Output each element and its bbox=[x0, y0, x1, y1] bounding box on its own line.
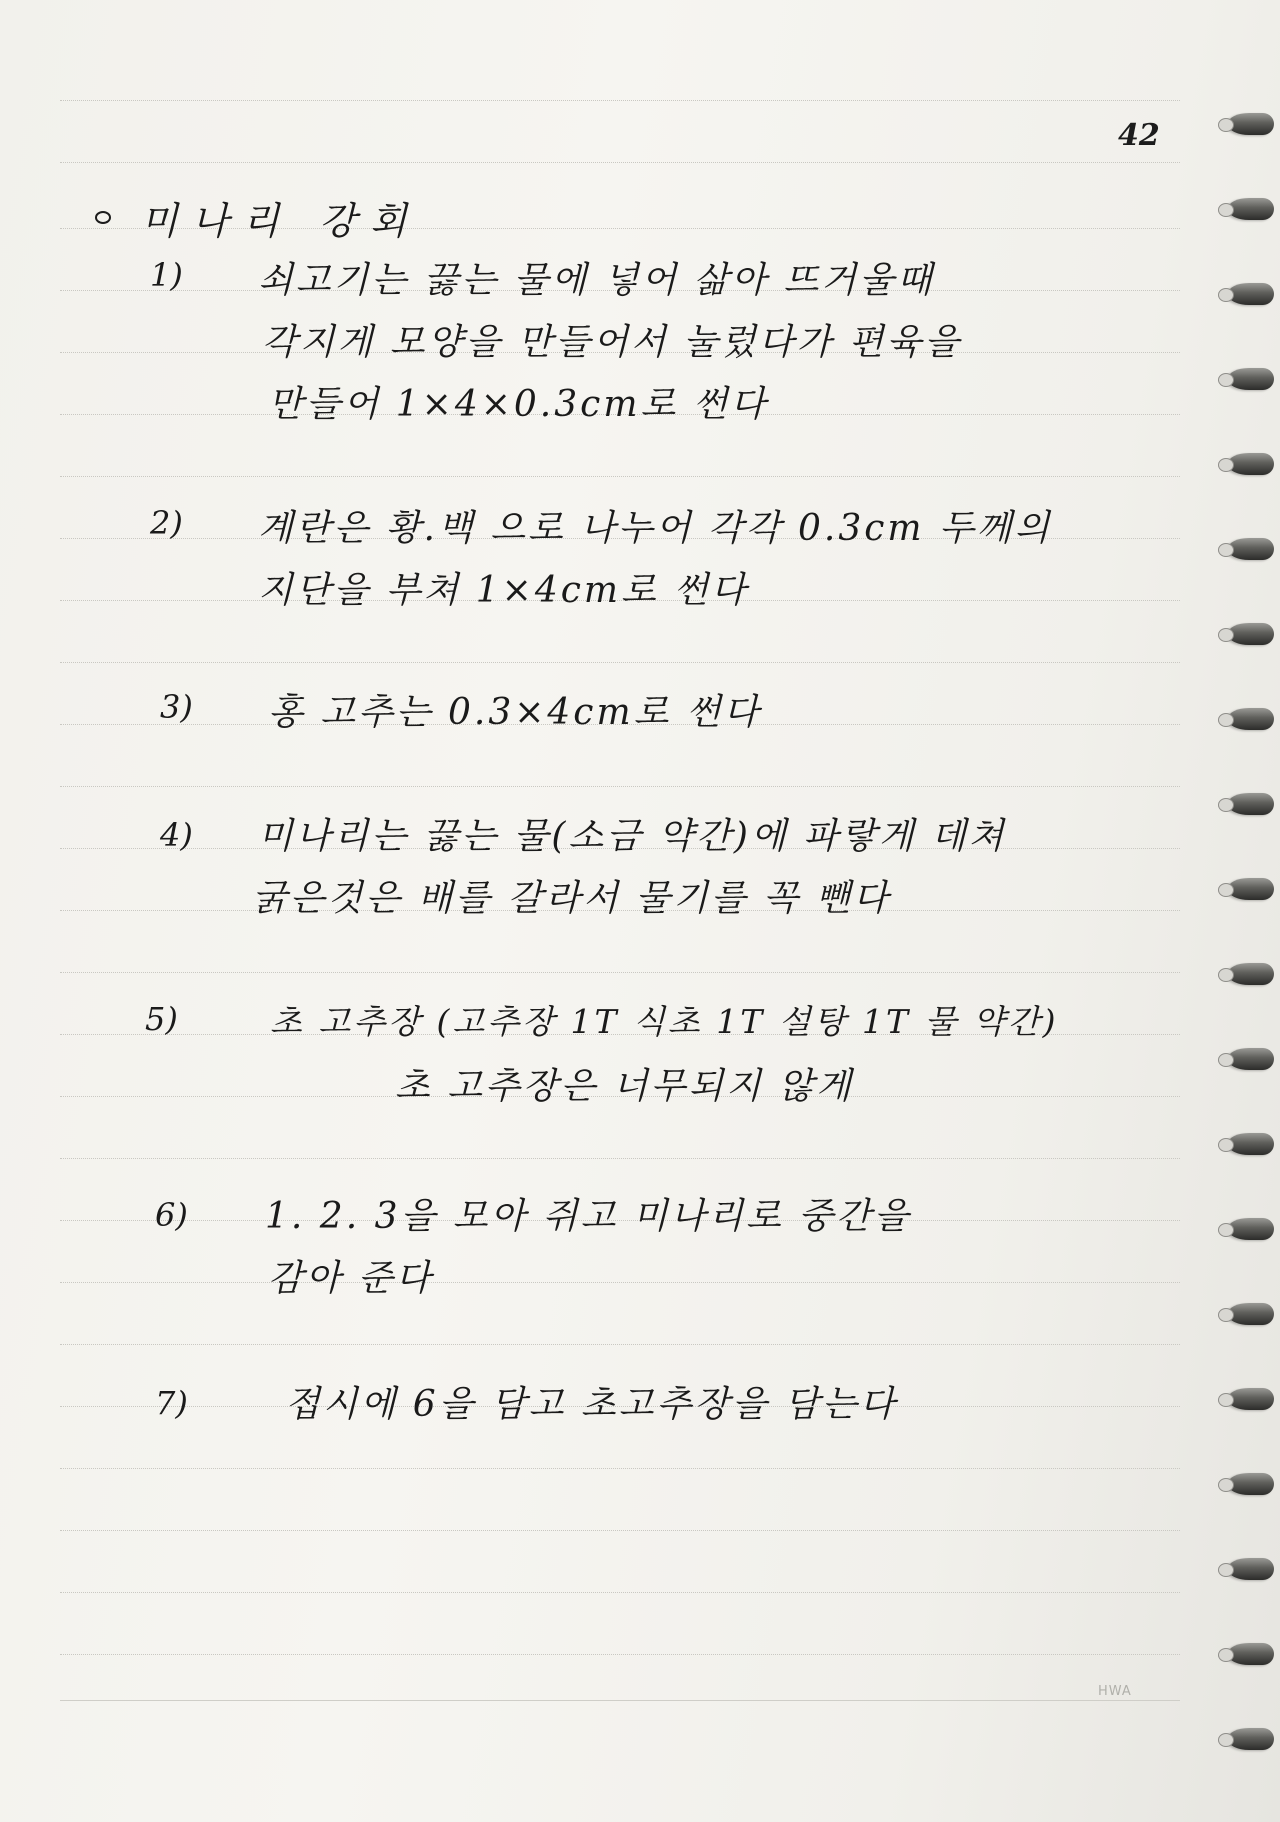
ruled-line bbox=[60, 1654, 1180, 1655]
step-number: 6) bbox=[155, 1196, 188, 1234]
spiral-ring-icon bbox=[1228, 1133, 1274, 1155]
step-line: 초 고추장은 너무되지 않게 bbox=[395, 1066, 854, 1107]
ruled-line bbox=[60, 1592, 1180, 1593]
ruled-line bbox=[60, 1282, 1180, 1283]
step-number: 4) bbox=[160, 816, 193, 854]
spiral-ring-icon bbox=[1228, 1473, 1274, 1495]
spiral-ring-icon bbox=[1228, 1558, 1274, 1580]
step-line: 굵은것은 배를 갈라서 물기를 꼭 뺀다 bbox=[252, 878, 891, 919]
spiral-ring-icon bbox=[1228, 283, 1274, 305]
ruled-line bbox=[60, 476, 1180, 477]
step-number: 2) bbox=[150, 504, 183, 542]
bottom-rule bbox=[60, 1700, 1180, 1701]
step-line: 홍 고추는 0.3×4cm로 썬다 bbox=[268, 692, 762, 733]
ruled-line bbox=[60, 1468, 1180, 1469]
ruled-line bbox=[60, 1530, 1180, 1531]
step-line: 각지게 모양을 만들어서 눌렀다가 편육을 bbox=[262, 322, 962, 363]
spiral-ring-icon bbox=[1228, 963, 1274, 985]
step-line: 지단을 부쳐 1×4cm로 썬다 bbox=[258, 570, 749, 611]
recipe-title: 미나리 강회 bbox=[141, 199, 421, 243]
step-line: 계란은 황.백 으로 나누어 각각 0.3cm 두께의 bbox=[258, 508, 1053, 549]
spiral-ring-icon bbox=[1228, 623, 1274, 645]
bullet-circle-icon bbox=[95, 211, 111, 224]
ruled-line bbox=[60, 162, 1180, 163]
step-line: 감아 준다 bbox=[268, 1258, 434, 1299]
ruled-line bbox=[60, 972, 1180, 973]
page-number: 42 bbox=[1118, 118, 1160, 153]
step-line: 1. 2. 3을 모아 쥐고 미나리로 중간을 bbox=[265, 1196, 912, 1237]
ruled-line bbox=[60, 100, 1180, 101]
ruled-line bbox=[60, 1158, 1180, 1159]
spiral-ring-icon bbox=[1228, 198, 1274, 220]
recipe-heading bbox=[95, 190, 421, 245]
step-line: 접시에 6을 담고 초고추장을 담는다 bbox=[285, 1384, 898, 1425]
spiral-ring-icon bbox=[1228, 113, 1274, 135]
step-number: 5) bbox=[145, 1000, 178, 1038]
spiral-ring-icon bbox=[1228, 793, 1274, 815]
spiral-ring-icon bbox=[1228, 1388, 1274, 1410]
ruled-line bbox=[60, 1344, 1180, 1345]
spiral-ring-icon bbox=[1228, 1643, 1274, 1665]
spiral-ring-icon bbox=[1228, 1303, 1274, 1325]
step-number: 7) bbox=[155, 1384, 188, 1422]
step-line: 쇠고기는 끓는 물에 넣어 삶아 뜨거울때 bbox=[258, 260, 935, 301]
step-number: 1) bbox=[150, 256, 183, 294]
spiral-ring-icon bbox=[1228, 708, 1274, 730]
spiral-ring-icon bbox=[1228, 1218, 1274, 1240]
brand-mark: HWA bbox=[1098, 1684, 1132, 1699]
step-line: 만들어 1×4×0.3cm로 썬다 bbox=[268, 384, 769, 425]
step-line: 미나리는 끓는 물(소금 약간)에 파랗게 데쳐 bbox=[258, 816, 1007, 857]
spiral-ring-icon bbox=[1228, 1048, 1274, 1070]
spiral-ring-icon bbox=[1228, 538, 1274, 560]
spiral-ring-icon bbox=[1228, 368, 1274, 390]
step-line: 초 고추장 (고추장 1T 식초 1T 설탕 1T 물 약간) bbox=[270, 1002, 1059, 1041]
step-number: 3) bbox=[160, 688, 193, 726]
spiral-binding bbox=[1224, 0, 1280, 1822]
ruled-line bbox=[60, 662, 1180, 663]
ruled-line bbox=[60, 786, 1180, 787]
spiral-ring-icon bbox=[1228, 453, 1274, 475]
spiral-ring-icon bbox=[1228, 878, 1274, 900]
spiral-ring-icon bbox=[1228, 1728, 1274, 1750]
